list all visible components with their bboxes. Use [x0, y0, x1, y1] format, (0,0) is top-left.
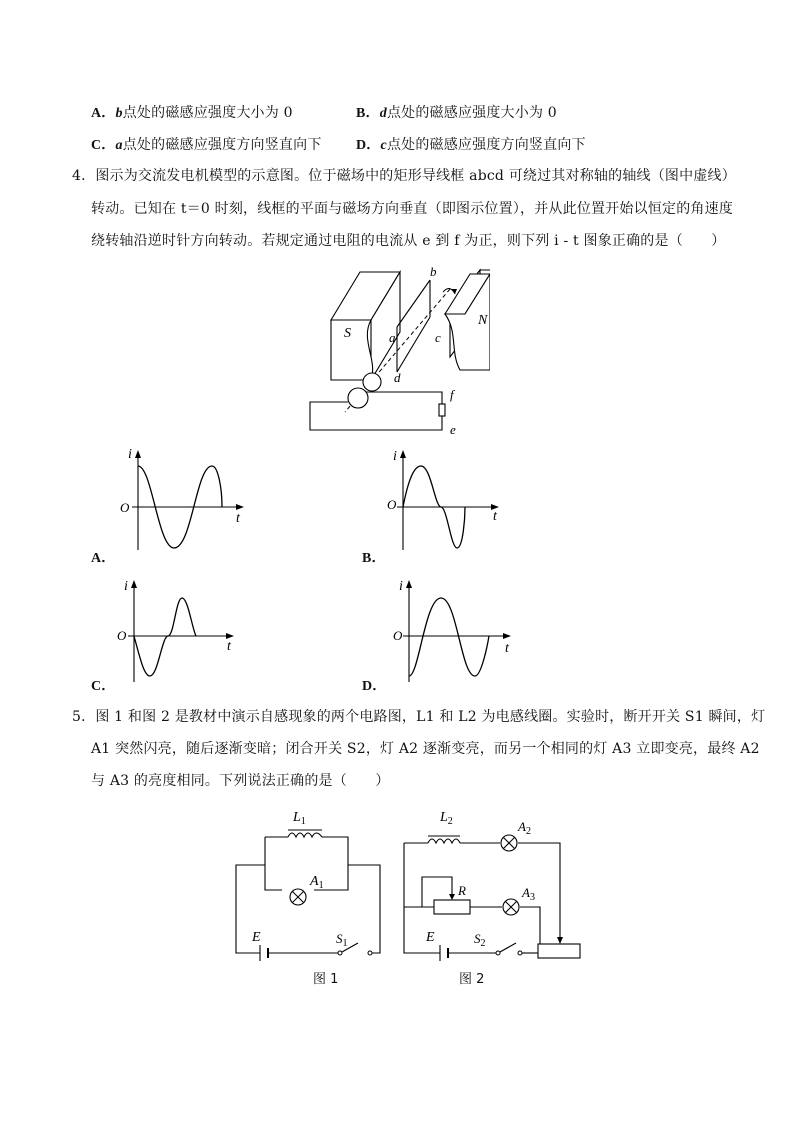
option-text: 点处的磁感应强度大小为 0	[386, 105, 557, 121]
q4-line-1	[72, 166, 736, 186]
switch-s1	[338, 951, 342, 955]
resistor-r	[434, 900, 470, 914]
curve-d	[409, 598, 489, 676]
label-d: d	[394, 370, 401, 385]
y-label: i	[393, 449, 397, 464]
point-var: d	[379, 106, 387, 121]
y-label: i	[128, 448, 132, 462]
origin-label: O	[387, 497, 397, 512]
rheostat	[538, 944, 580, 958]
circuit-figure-1	[230, 805, 390, 965]
switch-s2	[496, 951, 500, 955]
y-label: i	[124, 579, 128, 594]
y-label: i	[399, 579, 403, 594]
label-a2: $A_2$	[518, 819, 531, 837]
label-c: c	[435, 330, 441, 345]
graph-a-option: A．	[91, 551, 116, 566]
option-label: B．	[356, 106, 380, 121]
label-e: e	[450, 422, 456, 437]
x-label: t	[227, 639, 231, 654]
label-s: S	[344, 326, 351, 341]
q3-option-c	[91, 135, 322, 156]
inductor-l2	[428, 839, 460, 843]
label-f: f	[450, 387, 454, 402]
label-l1: $L_1$	[293, 810, 306, 827]
circuit-figure-2	[400, 805, 590, 965]
label-a3: $A_3$	[522, 885, 535, 903]
external-circuit	[310, 392, 445, 430]
label-a: a	[389, 330, 396, 345]
point-var: b	[115, 106, 123, 121]
option-label: D．	[356, 138, 381, 153]
graph-c-option: C．	[91, 679, 116, 694]
option-text: 点处的磁感应强度方向竖直向下	[386, 137, 586, 153]
label-b: b	[430, 264, 437, 279]
label-s1: $S_1$	[336, 931, 348, 949]
option-text: 点处的磁感应强度方向竖直向下	[122, 137, 322, 153]
point-var: c	[380, 138, 387, 153]
q5-line-2: A1 突然闪亮，随后逐渐变暗；闭合开关 S2，灯 A2 逐渐变亮，而另一个相同的灯 A3 立即变亮，最终 A2	[91, 741, 760, 757]
origin-label: O	[393, 628, 403, 643]
origin-label: O	[117, 628, 127, 643]
inductor-l1	[288, 833, 322, 837]
coil-frame	[397, 280, 430, 372]
label-a1: $A_1$	[310, 874, 324, 891]
fig1-caption: 图 1	[313, 972, 339, 987]
q5-line-3: 与 A3 的亮度相同。下列说法正确的是（ ）	[91, 773, 390, 789]
curve-c	[134, 598, 196, 676]
graph-d	[383, 578, 533, 686]
option-text: 点处的磁感应强度大小为 0	[122, 105, 293, 121]
question-number: 4．	[72, 168, 96, 184]
graph-a	[112, 448, 262, 556]
q3-option-d	[356, 135, 586, 156]
origin-label: O	[120, 500, 130, 515]
graph-b-option: B．	[362, 551, 386, 566]
label-n: N	[478, 313, 488, 328]
graph-c	[112, 578, 262, 686]
x-label: t	[505, 641, 509, 656]
label-s2: $S_2$	[474, 931, 486, 949]
magnet-s	[331, 272, 400, 380]
label-e1: E	[252, 930, 261, 945]
question-number: 5．	[72, 709, 96, 725]
option-label: C．	[91, 138, 116, 153]
fig2-caption: 图 2	[459, 972, 485, 987]
label-r: R	[458, 883, 466, 898]
q4-line-2: 转动。已知在 t＝0 时刻，线框的平面与磁场方向垂直（即图示位置），并从此位置开始以恒定的角速度	[91, 201, 734, 217]
q5-line-1	[72, 707, 765, 727]
question-text: 图 1 和图 2 是教材中演示自感现象的两个电路图，L1 和 L2 为电感线圈。实验时，断开开关 S1 瞬间，灯	[95, 709, 766, 725]
x-label: t	[236, 511, 240, 526]
point-var: a	[115, 138, 123, 153]
label-e2: E	[426, 930, 435, 945]
question-text: 图示为交流发电机模型的示意图。位于磁场中的矩形导线框 abcd 可绕过其对称轴的轴线（图中虚线）	[95, 168, 736, 184]
graph-b	[383, 448, 533, 556]
q3-option-a	[91, 103, 293, 124]
option-label: A．	[91, 106, 116, 121]
label-l2: $L_2$	[440, 810, 453, 827]
graph-d-option: D．	[362, 679, 387, 694]
q3-option-b	[356, 103, 557, 124]
x-label: t	[493, 509, 497, 524]
generator-figure	[300, 262, 490, 442]
slip-ring-1	[363, 373, 381, 391]
q4-line-3: 绕转轴沿逆时针方向转动。若规定通过电阻的电流从 e 到 f 为正，则下列 i - t 图象正确的是（ ）	[91, 233, 726, 249]
slip-ring-2	[348, 388, 368, 408]
